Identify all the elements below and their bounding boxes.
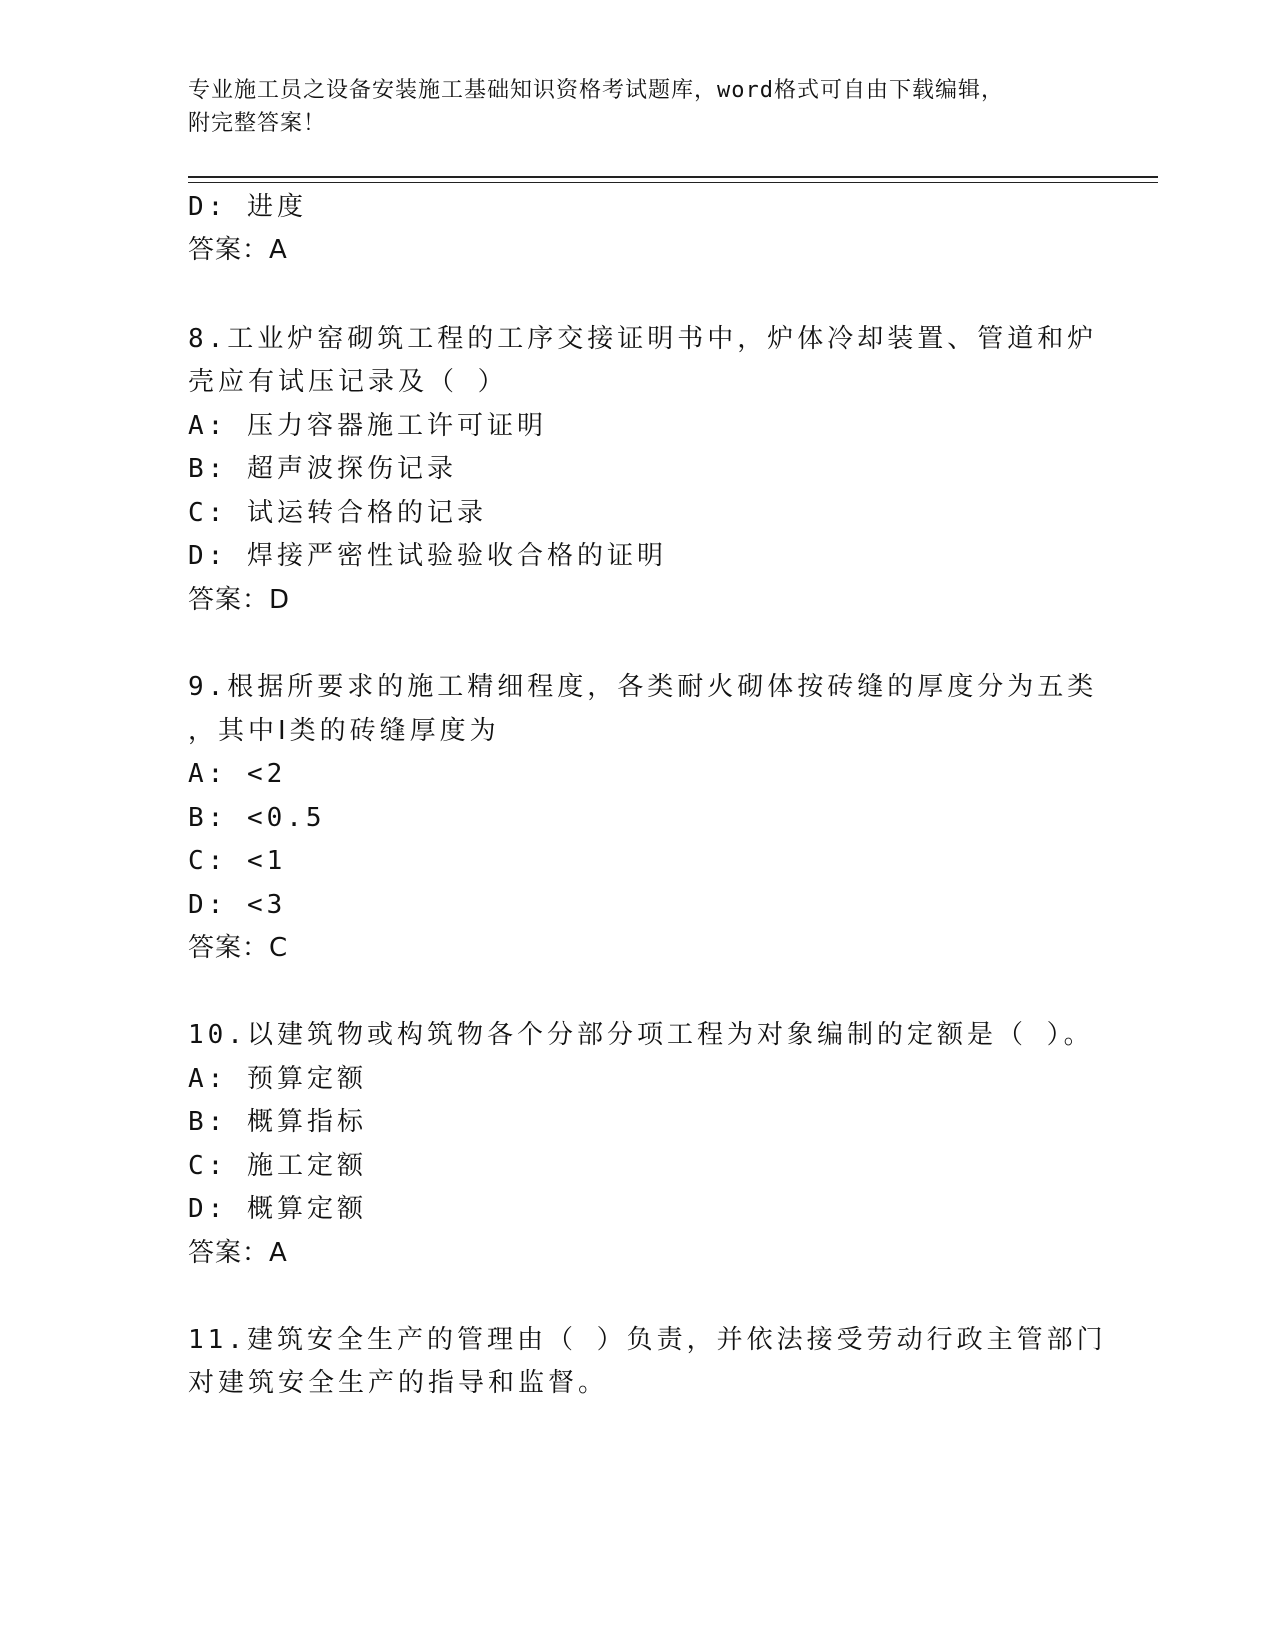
q10-option-d: D: 概算定额 [188,1194,367,1224]
header-line-2: 附完整答案！ [188,111,327,136]
header-line-1: 专业施工员之设备安装施工基础知识资格考试题库，word格式可自由下载编辑， [188,78,1004,103]
document-header [188,74,1068,140]
q9-stem-line-2: ，其中Ⅰ类的砖缝厚度为 [188,716,500,746]
q10-option-b: B: 概算指标 [188,1107,367,1137]
q8-stem-line-1: 8.工业炉窑砌筑工程的工序交接证明书中，炉体冷却装置、管道和炉 [188,324,1098,354]
q8-option-d: D: 焊接严密性试验验收合格的证明 [188,541,667,571]
q7-option-d: D: 进度 [188,192,307,222]
q9-option-c: C: <1 [188,846,287,876]
q9-answer: 答案：C [188,933,289,963]
q8-option-c: C: 试运转合格的记录 [188,498,487,528]
q11-stem-line-2: 对建筑安全生产的指导和监督。 [188,1368,609,1398]
header-rule-thin [188,182,1158,183]
q8-stem-line-2: 壳应有试压记录及（ ） [188,367,508,397]
q10-stem-line-1: 10.以建筑物或构筑物各个分部分项工程为对象编制的定额是（ ）。 [188,1020,1094,1050]
q10-option-a: A: 预算定额 [188,1064,367,1094]
q10-option-c: C: 施工定额 [188,1151,367,1181]
q9-stem-line-1: 9.根据所要求的施工精细程度，各类耐火砌体按砖缝的厚度分为五类 [188,672,1098,702]
q9-option-d: D: <3 [188,890,287,920]
q9-option-b: B: <0.5 [188,803,326,833]
q9-option-a: A: <2 [188,759,287,789]
q7-answer: 答案：A [188,235,288,265]
q8-answer: 答案：D [188,585,291,615]
q11-stem-line-1: 11.建筑安全生产的管理由（ ）负责，并依法接受劳动行政主管部门 [188,1325,1107,1355]
q8-option-a: A: 压力容器施工许可证明 [188,411,547,441]
q10-answer: 答案：A [188,1238,288,1268]
header-rule-thick [188,176,1158,178]
q8-option-b: B: 超声波探伤记录 [188,454,457,484]
